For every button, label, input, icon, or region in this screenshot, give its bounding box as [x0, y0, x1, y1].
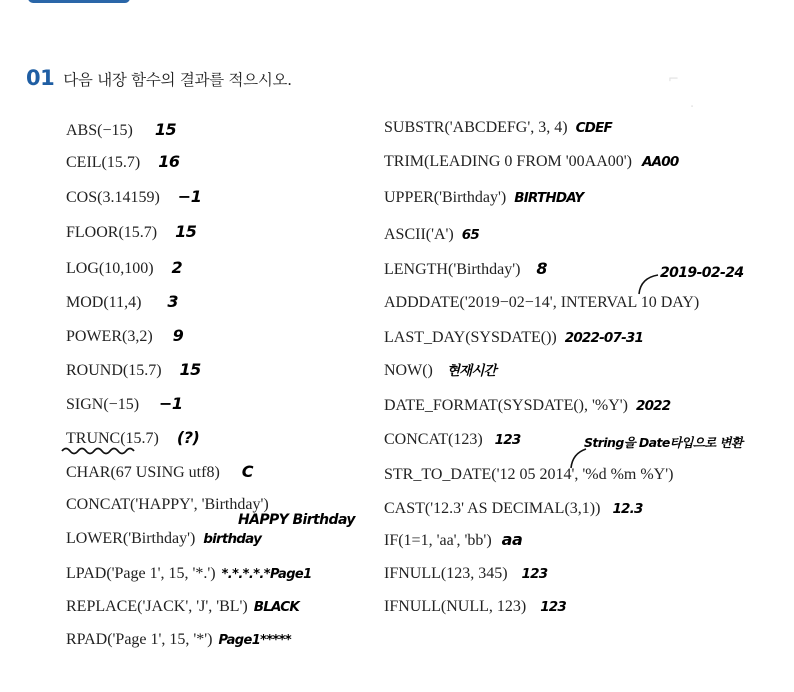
- function-expression: LOWER('Birthday'): [66, 530, 196, 547]
- list-item: [66, 564, 312, 585]
- handwritten-answer: 8: [536, 259, 548, 278]
- list-item: [66, 360, 201, 381]
- function-expression: ADDDATE('2019−02−14', INTERVAL 10 DAY): [384, 294, 700, 311]
- handwritten-answer: BIRTHDAY: [514, 190, 584, 206]
- question-number: 01: [26, 66, 55, 90]
- list-item: [66, 120, 176, 141]
- list-item: [384, 225, 479, 245]
- function-expression: RPAD('Page 1', 15, '*'): [66, 631, 213, 648]
- list-item: [66, 258, 182, 279]
- list-item: [384, 328, 643, 348]
- function-expression: UPPER('Birthday'): [384, 189, 507, 206]
- handwritten-answer: String을 Date타입으로 변환: [584, 435, 743, 450]
- handwritten-answer: −1: [177, 187, 202, 206]
- list-item: [384, 118, 612, 138]
- function-expression: CEIL(15.7): [66, 154, 141, 171]
- handwritten-answer: 2: [171, 258, 183, 277]
- handwritten-answer: 65: [461, 227, 479, 243]
- handwritten-answer: (?): [176, 428, 200, 447]
- handwritten-answer: CDEF: [575, 120, 612, 136]
- function-expression: ASCII('A'): [384, 226, 454, 243]
- handwritten-answer: 2019-02-24: [660, 265, 744, 281]
- function-expression: TRUNC(15.7): [66, 430, 159, 447]
- function-expression: LENGTH('Birthday'): [384, 261, 521, 278]
- handwritten-answer: aa: [501, 530, 523, 549]
- function-expression: FLOOR(15.7): [66, 224, 158, 241]
- handwritten-answer: C: [241, 462, 254, 481]
- function-expression: NOW(): [384, 362, 433, 379]
- function-expression: ABS(−15): [66, 122, 133, 139]
- handwritten-answer: 2022: [635, 398, 671, 414]
- function-expression: LAST_DAY(SYSDATE()): [384, 329, 557, 346]
- caret-mark-icon: [636, 272, 662, 296]
- handwritten-answer: HAPPY Birthday: [238, 512, 355, 528]
- list-item: [66, 462, 253, 483]
- list-item: [384, 465, 673, 485]
- list-item: [66, 292, 178, 313]
- handwritten-answer: 3: [167, 292, 179, 311]
- function-expression: SIGN(−15): [66, 396, 140, 413]
- list-item: [384, 564, 547, 584]
- function-expression: CONCAT(123): [384, 431, 483, 448]
- function-expression: DATE_FORMAT(SYSDATE(), '%Y'): [384, 397, 628, 414]
- function-expression: CONCAT('HAPPY', 'Birthday'): [66, 496, 269, 513]
- handwritten-answer: *.*.*.*.*Page1: [221, 567, 312, 582]
- function-expression: CHAR(67 USING utf8): [66, 464, 220, 481]
- list-item: [66, 326, 183, 347]
- question-instruction: 다음 내장 함수의 결과를 적으시오.: [63, 71, 292, 89]
- bleed-through-mark: ⌐: [668, 72, 679, 87]
- list-item: [384, 361, 496, 381]
- function-expression: LOG(10,100): [66, 260, 154, 277]
- function-expression: STR_TO_DATE('12 05 2014', '%d %m %Y'): [384, 466, 674, 483]
- function-expression: IFNULL(123, 345): [384, 565, 508, 582]
- handwritten-answer: Page1*****: [218, 633, 292, 648]
- list-item: [66, 187, 201, 208]
- list-item: [384, 597, 566, 617]
- list-item: [66, 222, 196, 243]
- list-item: [384, 396, 670, 416]
- handwritten-answer: 123: [540, 599, 566, 615]
- handwritten-answer: 현재시간: [446, 363, 496, 379]
- handwritten-answer: 15: [175, 222, 197, 241]
- list-item: [384, 188, 583, 208]
- list-item: [66, 529, 261, 549]
- handwritten-answer: 15: [154, 120, 177, 139]
- function-expression: POWER(3,2): [66, 328, 153, 345]
- list-item: [66, 152, 179, 173]
- list-item: [66, 630, 291, 651]
- list-item: [384, 152, 678, 172]
- handwritten-answer: 15: [179, 360, 201, 379]
- function-expression: ROUND(15.7): [66, 362, 162, 379]
- bleed-through-mark: ·: [690, 100, 695, 115]
- function-expression: IFNULL(NULL, 123): [384, 598, 527, 615]
- caret-mark-icon: [567, 446, 589, 470]
- handwritten-answer: AA00: [641, 154, 679, 170]
- handwritten-answer: 12.3: [612, 501, 643, 517]
- function-expression: REPLACE('JACK', 'J', 'BL'): [66, 598, 248, 615]
- list-item: [66, 597, 299, 617]
- handwritten-answer: 123: [494, 432, 521, 448]
- handwritten-answer: −1: [159, 394, 183, 413]
- handwritten-answer: 16: [158, 152, 180, 171]
- handwritten-answer: 9: [172, 326, 184, 345]
- top-tab-decoration: [28, 0, 130, 3]
- list-item: [66, 394, 183, 415]
- list-item: [384, 530, 522, 551]
- list-item: [384, 430, 520, 450]
- list-item: [384, 293, 699, 313]
- handwritten-answer: 123: [521, 566, 548, 582]
- function-expression: TRIM(LEADING 0 FROM '00AA00'): [384, 153, 632, 170]
- squiggle-underline-icon: [60, 446, 140, 456]
- function-expression: IF(1=1, 'aa', 'bb'): [384, 532, 492, 549]
- function-expression: LPAD('Page 1', 15, '*.'): [66, 565, 216, 582]
- function-expression: COS(3.14159): [66, 189, 160, 206]
- list-item: [384, 259, 547, 280]
- function-expression: MOD(11,4): [66, 294, 142, 311]
- function-expression: SUBSTR('ABCDEFG', 3, 4): [384, 119, 568, 136]
- handwritten-answer: BLACK: [253, 599, 300, 615]
- handwritten-answer: birthday: [203, 531, 262, 547]
- question-header: [26, 66, 292, 90]
- handwritten-answer: 2022-07-31: [564, 330, 644, 346]
- function-expression: CAST('12.3' AS DECIMAL(3,1)): [384, 500, 601, 517]
- list-item: [384, 499, 643, 519]
